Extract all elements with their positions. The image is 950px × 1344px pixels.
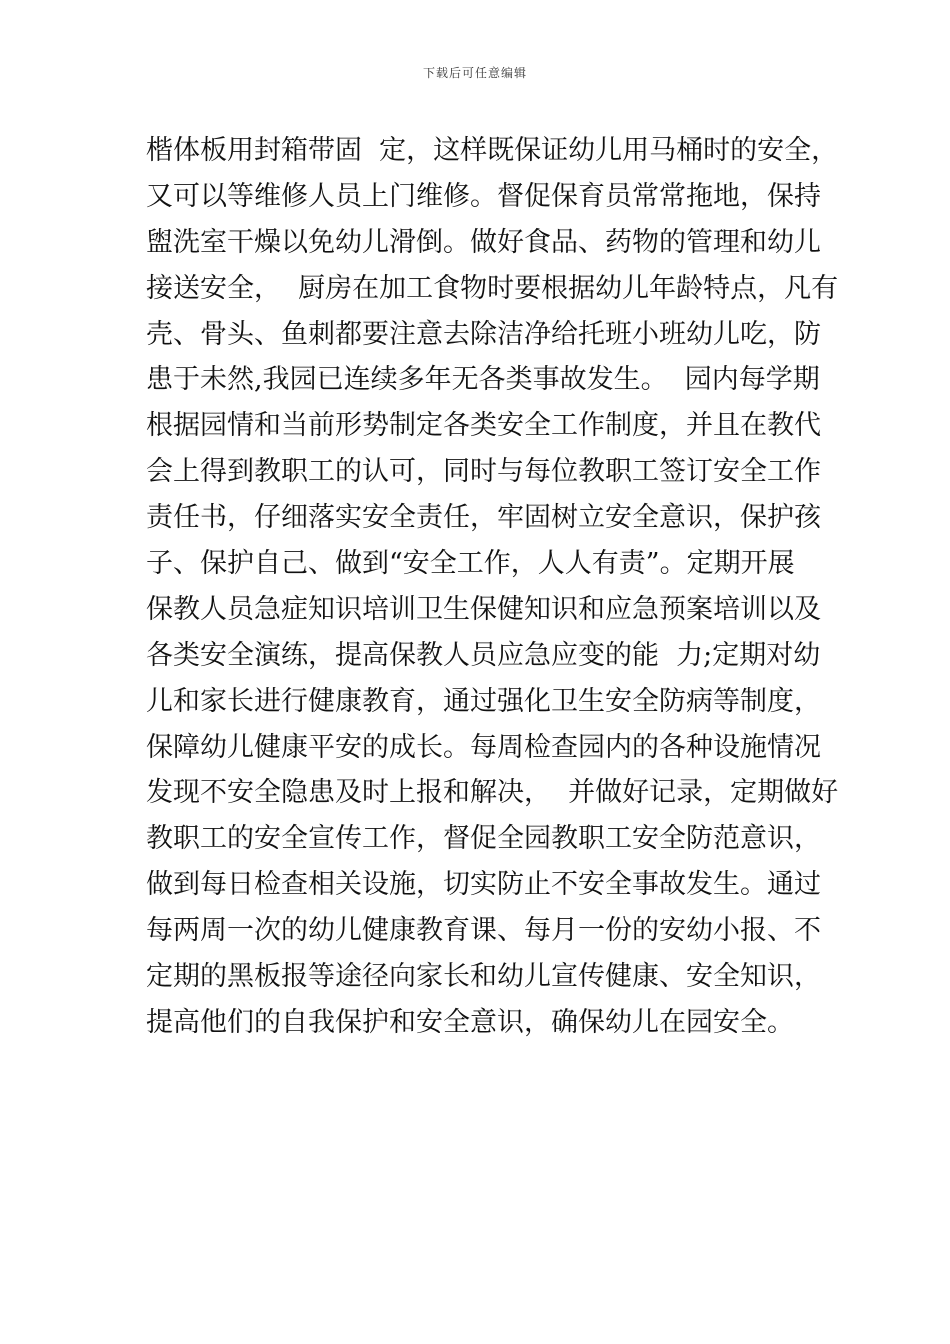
text-line: 患于未然,我园已连续多年无各类事故发生。 园内每学期 [146, 364, 820, 396]
text-line: 发现不安全隐患及时上报和解决， 并做好记录，定期做好 [146, 777, 839, 809]
text-line: 责任书，仔细落实安全责任，牢固树立安全意识，保护孩 [146, 502, 821, 534]
text-line: 子、保护自己、做到“安全工作，人人有责”。定期开展 [146, 548, 795, 580]
text-line: 教职工的安全宣传工作，督促全园教职工安全防范意识， [146, 823, 821, 855]
page-header: 下载后可任意编辑 [422, 66, 527, 80]
text-line: 提高他们的自我保护和安全意识，确保幼儿在园安全。 [146, 1006, 794, 1038]
text-line: 接送安全， 厨房在加工食物时要根据幼儿年龄特点，凡有 [146, 272, 839, 304]
text-line: 各类安全演练，提高保教人员应急应变的能 力;定期对幼 [146, 639, 821, 671]
text-line: 定期的黑板报等途径向家长和幼儿宣传健康、安全知识， [146, 961, 821, 993]
text-line: 又可以等维修人员上门维修。督促保育员常常拖地，保持 [146, 180, 821, 212]
text-line: 盥洗室干燥以免幼儿滑倒。做好食品、药物的管理和幼儿 [146, 226, 821, 258]
text-line: 壳、骨头、鱼刺都要注意去除洁净给托班小班幼儿吃，防 [146, 318, 821, 350]
body-paragraph [146, 128, 839, 1046]
text-line: 每两周一次的幼儿健康教育课、每月一份的安幼小报、不 [146, 915, 821, 947]
text-line: 楷体板用封箱带固 定，这样既保证幼儿用马桶时的安全， [146, 135, 839, 166]
text-line: 根据园情和当前形势制定各类安全工作制度，并且在教代 [146, 410, 821, 442]
text-line: 会上得到教职工的认可，同时与每位教职工签订安全工作 [146, 456, 821, 488]
text-line: 保教人员急症知识培训卫生保健知识和应急预案培训以及 [146, 593, 821, 625]
text-line: 做到每日检查相关设施，切实防止不安全事故发生。通过 [146, 869, 821, 901]
text-line: 儿和家长进行健康教育，通过强化卫生安全防病等制度， [146, 685, 821, 717]
text-line: 保障幼儿健康平安的成长。每周检查园内的各种设施情况 [146, 731, 821, 763]
